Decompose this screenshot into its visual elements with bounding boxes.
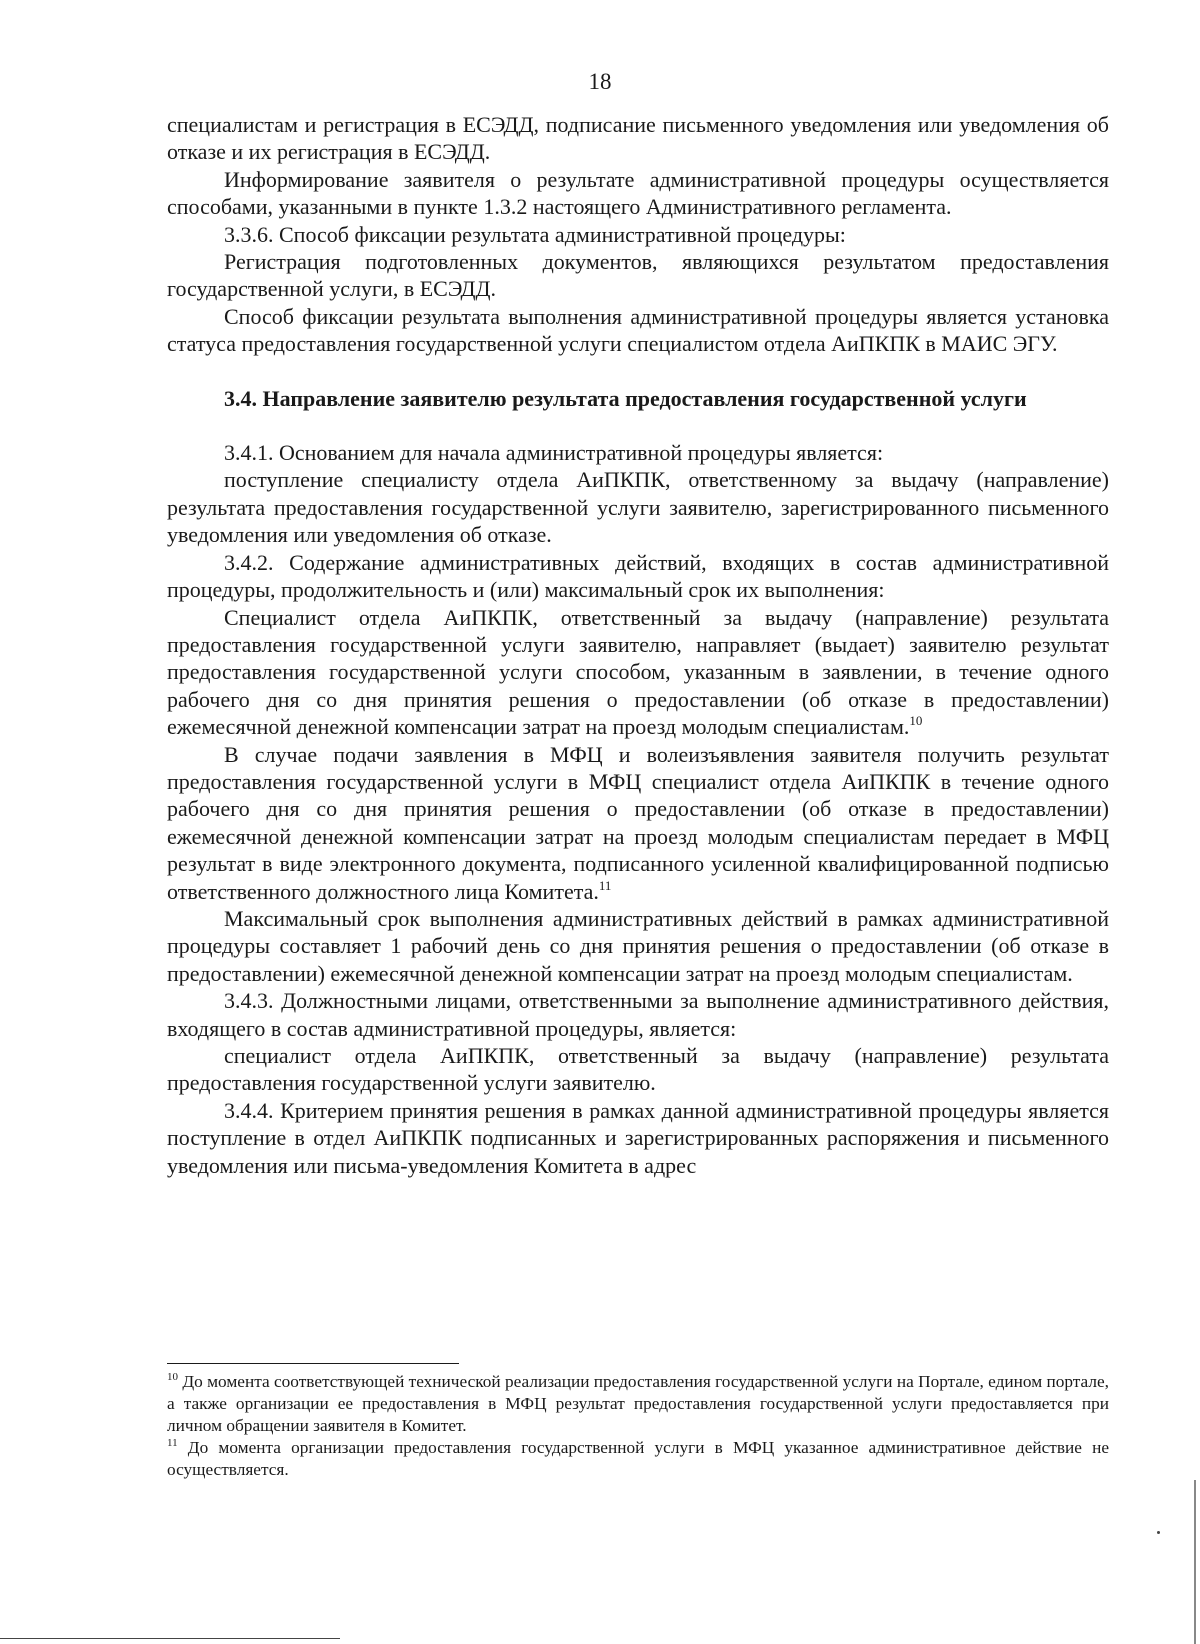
scan-edge-mark: [1194, 1480, 1196, 1644]
paragraph: 3.4.4. Критерием принятия решения в рамках данной административной процедуры является поступление в отдел АиПКПК подписанных и зарегистрированных распоряжения и письменного уведомления или письма-уведомления Комитета в адрес: [167, 1097, 1109, 1178]
paragraph: [167, 604, 1109, 741]
paragraph: 3.4.1. Основанием для начала административной процедуры является:: [224, 440, 884, 466]
section-heading: 3.4. Направление заявителю результата предоставления государственной услуги: [224, 385, 1027, 411]
footnote: [167, 1371, 1109, 1437]
paragraph-text: Специалист отдела АиПКПК, ответственный за выдачу (направление) результата предоставления государственной услуги заявителю, направляет (выдает) заявителю результат предоставления государственной услуги способом, указанным в заявлении, в течение одного рабочего дня со дня принятия решения о предоставлении (об отказе в предоставлении) ежемесячной денежной компенсации затрат на проезд молодым специалистам.: [167, 604, 1109, 740]
paragraph: 3.3.6. Способ фиксации результата административной процедуры:: [224, 221, 846, 247]
footnotes: [167, 1371, 1109, 1481]
paragraph: специалистам и регистрация в ЕСЭДД, подписание письменного уведомления или уведомления об отказе и их регистрация в ЕСЭДД.: [167, 112, 1109, 165]
paragraph: [167, 741, 1109, 905]
document-body: [167, 111, 1109, 1179]
paragraph: 3.4.3. Должностными лицами, ответственными за выполнение административного действия, входящего в состав административной процедуры, является:: [167, 988, 1109, 1041]
footnote-separator: [167, 1363, 459, 1364]
footnote-reference: 11: [598, 877, 612, 893]
footnote-text: До момента организации предоставления государственной услуги в МФЦ указанное административное действие не осуществляется.: [167, 1438, 1110, 1479]
paragraph: Максимальный срок выполнения административных действий в рамках административной процедуры составляет 1 рабочий день со дня принятия решения о предоставлении (об отказе в предоставлении) ежемесячной денежной компенсации затрат на проезд молодым специалистам.: [167, 905, 1109, 986]
paragraph: Информирование заявителя о результате административной процедуры осуществляется способами, указанными в пункте 1.3.2 настоящего Административного регламента.: [167, 166, 1109, 220]
paragraph: специалист отдела АиПКПК, ответственный за выдачу (направление) результата предоставления государственной услуги заявителю.: [167, 1043, 1109, 1096]
page-number: 18: [588, 69, 612, 94]
scan-dot: [1157, 1531, 1160, 1534]
footnote-text: До момента соответствующей технической реализации предоставления государственной услуги на Портале, едином портале, а также организации ее предоставления в МФЦ результат предоставления государственной услуги предоставляется при личном обращении заявителя в Комитет.: [167, 1372, 1109, 1435]
footnote-number: 11: [167, 1437, 178, 1449]
paragraph: Регистрация подготовленных документов, являющихся результатом предоставления государственной услуги, в ЕСЭДД.: [167, 249, 1109, 302]
paragraph: Способ фиксации результата выполнения административной процедуры является установка статуса предоставления государственной услуги специалистом отдела АиПКПК в МАИС ЭГУ.: [167, 303, 1109, 357]
footnote-reference: 10: [909, 713, 923, 729]
footnote-number: 10: [167, 1371, 178, 1383]
paragraph: поступление специалисту отдела АиПКПК, ответственному за выдачу (направление) результата предоставления государственной услуги заявителю, зарегистрированного письменного уведомления или уведомления об отказе.: [167, 467, 1109, 548]
paragraph-text: В случае подачи заявления в МФЦ и волеизъявления заявителя получить результат предоставления государственной услуги в МФЦ специалист отдела АиПКПК в течение одного рабочего дня со дня принятия решения о предоставлении (об отказе в предоставлении) ежемесячной денежной компенсации затрат на проезд молодым специалистам передает в МФЦ результат в виде электронного документа, подписанного усиленной квалифицированной подписью ответственного должностного лица Комитета.: [167, 741, 1109, 904]
scan-edge-line: [0, 1638, 340, 1639]
footnote: [167, 1437, 1109, 1481]
paragraph: 3.4.2. Содержание административных действий, входящих в состав административной процедуры, продолжительность и (или) максимальный срок их выполнения:: [167, 549, 1109, 603]
